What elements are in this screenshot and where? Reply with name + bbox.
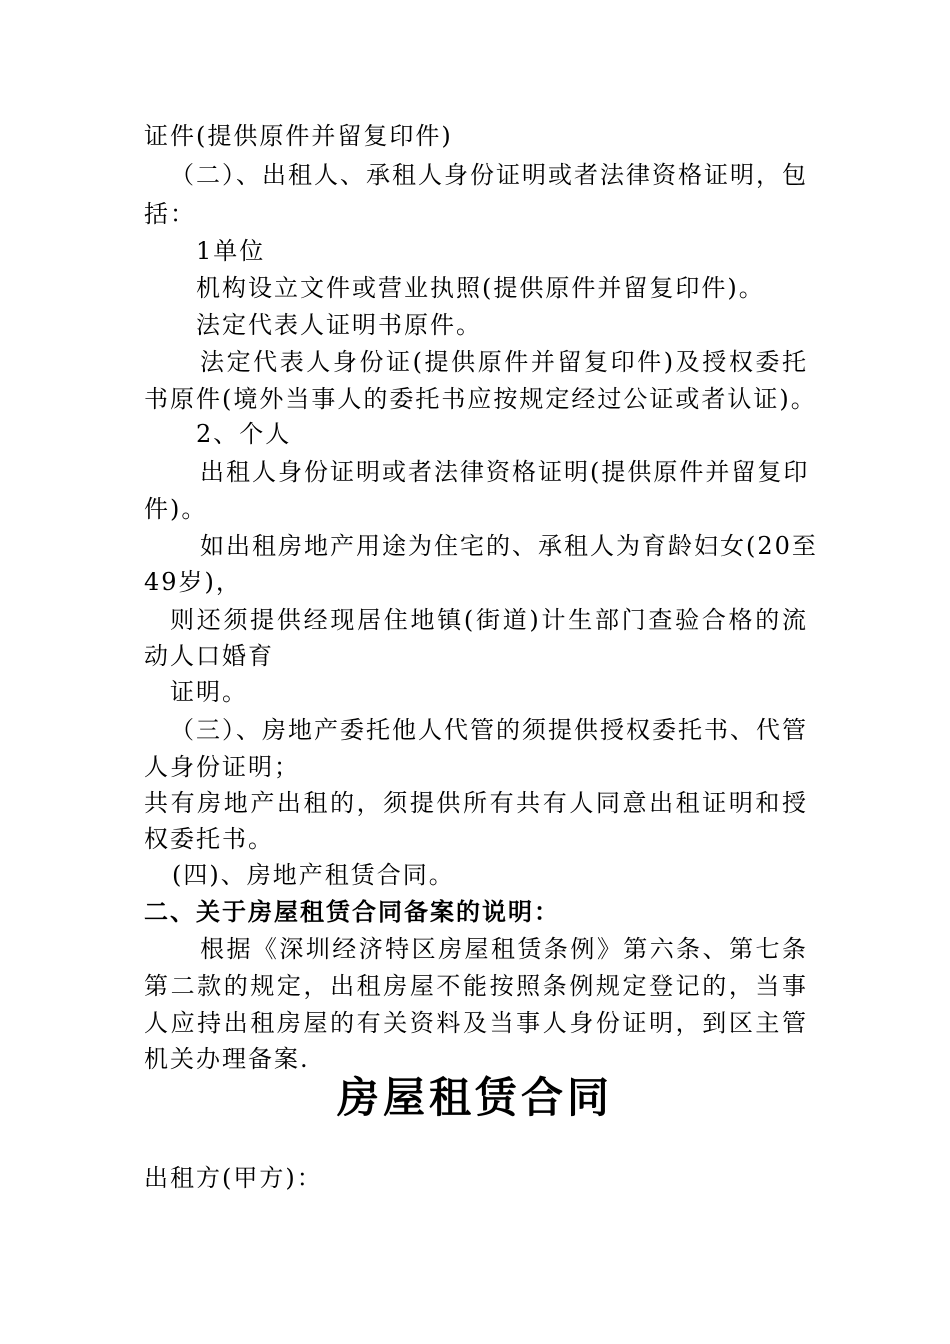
text-line: 第二款的规定，出租房屋不能按照条例规定登记的，当事 [144, 972, 808, 1000]
text-line: (四)、房地产租赁合同。 [172, 861, 455, 889]
text-line: 件)。 [144, 495, 208, 523]
text-line: 书原件(境外当事人的委托书应按规定经过公证或者认证)。 [144, 385, 817, 413]
section-heading: 二、关于房屋租赁合同备案的说明： [144, 897, 560, 926]
text-line: 证件(提供原件并留复印件) [144, 122, 453, 150]
text-line: （二）、出租人、承租人身份证明或者法律资格证明，包 [170, 161, 808, 189]
text-line: （三）、房地产委托他人代管的须提供授权委托书、代管 [170, 716, 808, 744]
text-line: 出租人身份证明或者法律资格证明(提供原件并留复印 [200, 458, 810, 486]
text-line: 如出租房地产用途为住宅的、承租人为育龄妇女(20至 [200, 532, 818, 560]
text-line: 根据《深圳经济特区房屋租赁条例》第六条、第七条 [200, 935, 808, 963]
text-line: 49岁)， [144, 568, 242, 596]
lessor-label: 出租方(甲方)： [144, 1164, 323, 1192]
text-line: 权委托书。 [144, 825, 274, 853]
text-line: 证明。 [170, 678, 248, 706]
text-line: 人身份证明； [144, 753, 300, 781]
text-line: 人应持出租房屋的有关资料及当事人身份证明，到区主管 [144, 1009, 808, 1037]
text-line: 法定代表人身份证(提供原件并留复印件)及授权委托 [200, 348, 808, 376]
text-line: 共有房地产出租的，须提供所有共有人同意出租证明和授 [144, 789, 808, 817]
text-line: 1单位 [196, 237, 266, 265]
text-line: 机构设立文件或营业执照(提供原件并留复印件)。 [196, 274, 765, 302]
text-line: 则还须提供经现居住地镇(街道)计生部门查验合格的流 [170, 606, 808, 634]
text-line: 机关办理备案. [144, 1045, 310, 1073]
text-line: 2、个人 [196, 420, 292, 448]
text-line: 动人口婚育 [144, 642, 274, 670]
text-line: 法定代表人证明书原件。 [196, 311, 482, 339]
contract-title: 房屋租赁合同 [336, 1073, 613, 1122]
text-line: 括： [144, 200, 196, 228]
